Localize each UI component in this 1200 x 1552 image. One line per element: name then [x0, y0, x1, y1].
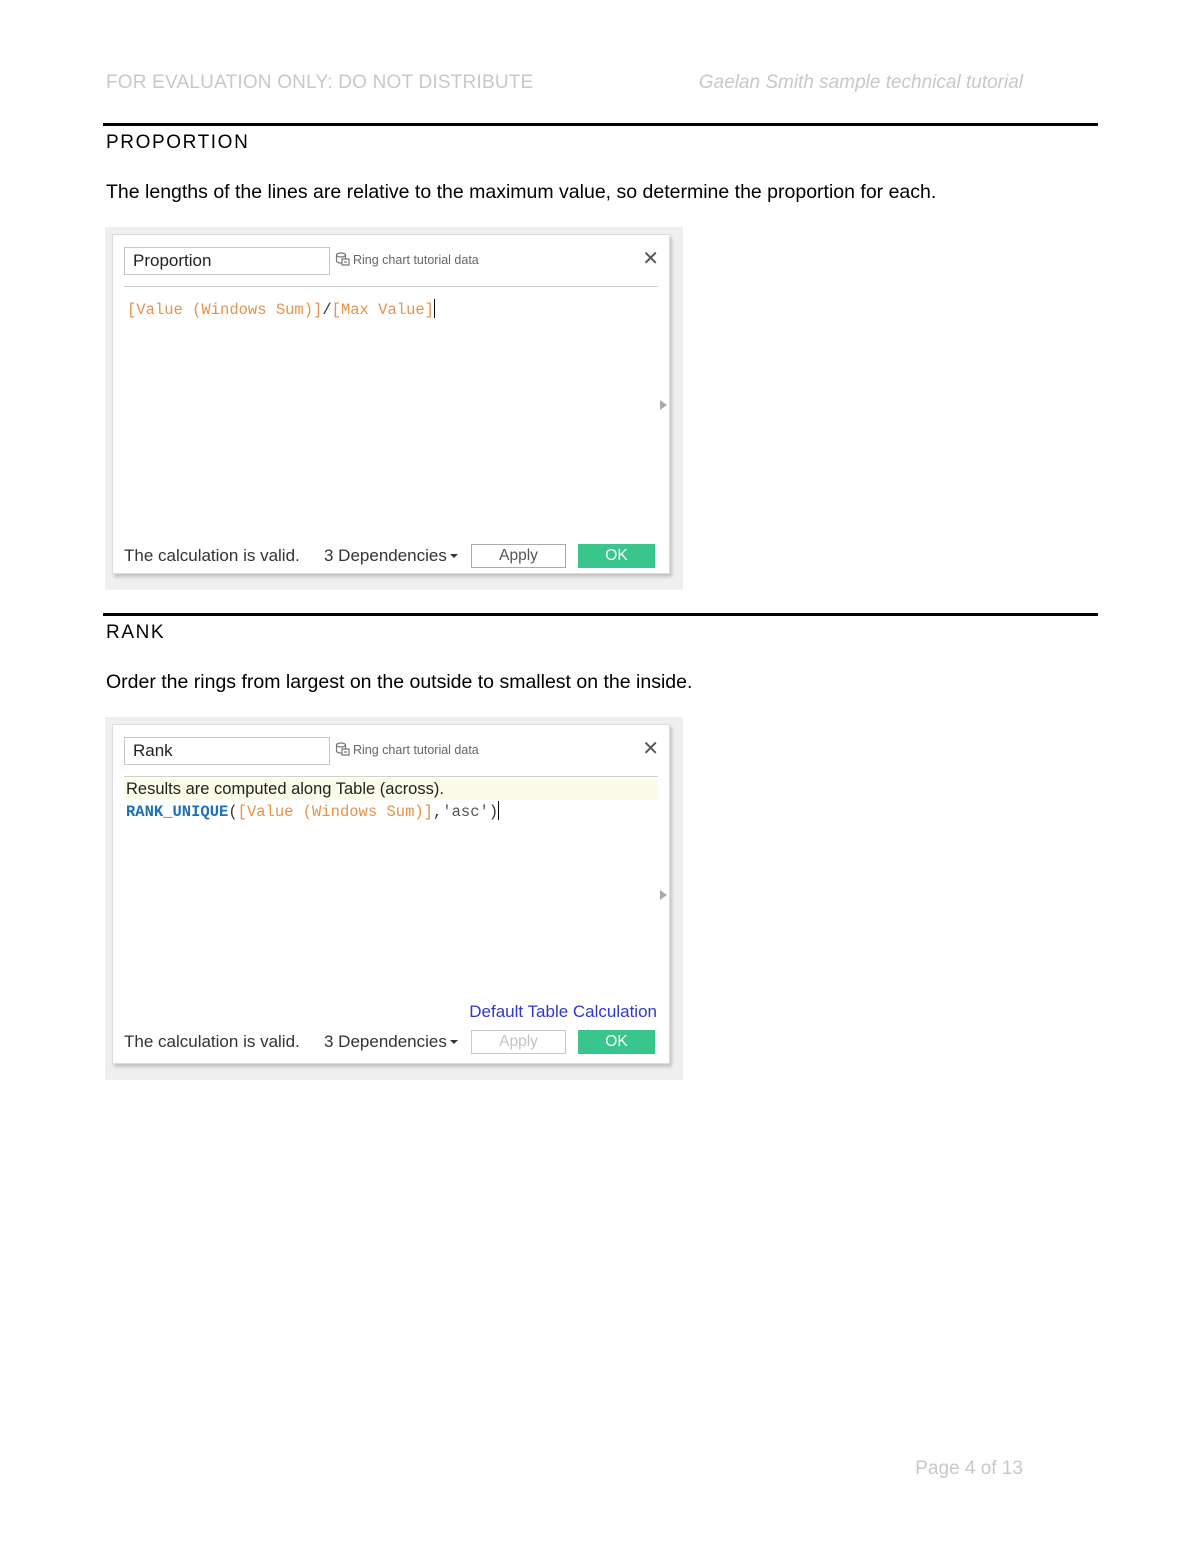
section-text-proportion: The lengths of the lines are relative to the maximum value, so determine the proportion for each.	[106, 181, 937, 203]
formula-field: [Max Value]	[331, 301, 434, 319]
close-icon[interactable]: ✕	[642, 738, 659, 760]
formula-field: [Value (Windows Sum)]	[237, 803, 433, 821]
apply-button[interactable]: Apply	[471, 544, 566, 568]
expand-arrow-icon[interactable]	[660, 890, 667, 900]
section-text-rank: Order the rings from largest on the outside to smallest on the inside.	[106, 671, 693, 693]
datasource-label: Ring chart tutorial data	[353, 253, 479, 267]
ok-button[interactable]: OK	[578, 1030, 655, 1054]
datasource-icon	[335, 741, 351, 757]
page-number: Page 4 of 13	[915, 1458, 1023, 1479]
chevron-down-icon	[450, 1040, 458, 1044]
formula-operator: /	[322, 301, 332, 319]
text-caret	[498, 801, 499, 820]
divider	[124, 776, 658, 777]
calc-dialog-rank	[105, 717, 683, 1080]
formula-field: [Value (Windows Sum)]	[127, 301, 323, 319]
header-left: FOR EVALUATION ONLY: DO NOT DISTRIBUTE	[106, 72, 534, 93]
dependencies-dropdown[interactable]	[324, 546, 458, 566]
calc-dialog-proportion	[105, 227, 683, 590]
formula-paren: (	[228, 803, 238, 821]
datasource-icon	[335, 251, 351, 267]
calc-name-field[interactable]: Proportion	[124, 247, 330, 275]
section-title-proportion: PROPORTION	[106, 132, 250, 153]
header-right: Gaelan Smith sample technical tutorial	[698, 72, 1023, 93]
section-rule	[103, 613, 1098, 616]
dialog-panel	[112, 724, 670, 1064]
expand-arrow-icon[interactable]	[660, 400, 667, 410]
section-title-rank: RANK	[106, 622, 166, 643]
text-caret	[434, 299, 435, 318]
formula-function: RANK_UNIQUE	[126, 803, 229, 821]
divider	[124, 286, 658, 287]
dependencies-label: 3 Dependencies	[324, 1032, 447, 1051]
close-icon[interactable]: ✕	[642, 248, 659, 270]
chevron-down-icon	[450, 554, 458, 558]
calc-name-field[interactable]: Rank	[124, 737, 330, 765]
dependencies-dropdown[interactable]	[324, 1032, 458, 1052]
section-rule	[103, 123, 1098, 126]
validation-status: The calculation is valid.	[124, 546, 300, 565]
validation-status: The calculation is valid.	[124, 1032, 300, 1051]
datasource-label: Ring chart tutorial data	[353, 743, 479, 757]
formula-paren: )	[488, 803, 499, 821]
dependencies-label: 3 Dependencies	[324, 546, 447, 565]
formula-comma: ,	[432, 803, 443, 821]
default-table-calc-link[interactable]: Default Table Calculation	[469, 1002, 657, 1021]
dialog-panel	[112, 234, 670, 574]
formula-editor[interactable]	[126, 801, 499, 821]
apply-button[interactable]: Apply	[471, 1030, 566, 1054]
table-calc-banner: Results are computed along Table (across).	[124, 778, 658, 800]
formula-string: 'asc'	[442, 803, 489, 821]
ok-button[interactable]: OK	[578, 544, 655, 568]
formula-editor[interactable]	[127, 299, 435, 319]
